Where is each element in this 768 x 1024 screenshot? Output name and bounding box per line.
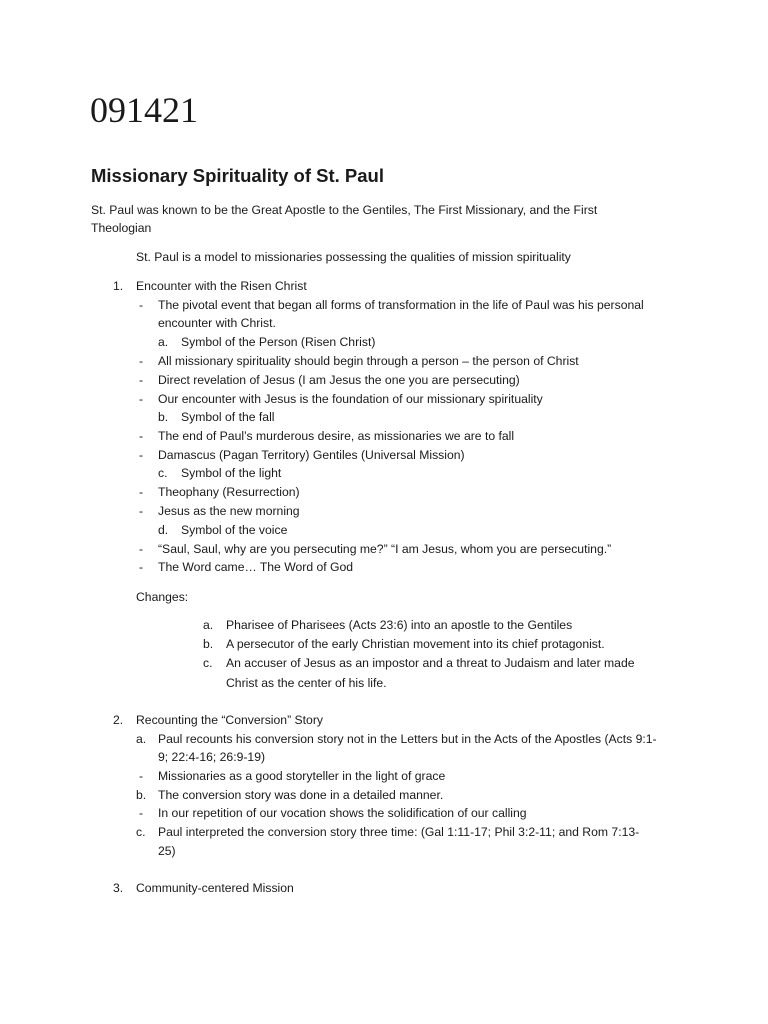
list-marker: -	[139, 485, 144, 499]
intro-line-2: Theologian	[91, 221, 152, 235]
list-marker: a.	[158, 335, 169, 349]
list-text: Christ as the center of his life.	[226, 676, 387, 690]
list-marker: -	[139, 354, 144, 368]
list-marker: -	[139, 448, 144, 462]
section-number: 1.	[113, 279, 124, 293]
intro-line-1: St. Paul was known to be the Great Apostle to the Gentiles, The First Missionary, and the First	[91, 203, 598, 217]
section-heading: Recounting the “Conversion” Story	[136, 713, 323, 727]
list-text: Our encounter with Jesus is the foundation of our missionary spirituality	[158, 392, 543, 406]
list-text: Paul recounts his conversion story not in the Letters but in the Acts of the Apostles (Acts 9:1-	[158, 732, 657, 746]
list-marker: -	[139, 298, 144, 312]
list-marker: a.	[203, 618, 214, 632]
list-marker: d.	[158, 523, 169, 537]
list-marker: c.	[158, 466, 168, 480]
section-heading: Encounter with the Risen Christ	[136, 279, 307, 293]
list-marker: -	[139, 769, 144, 783]
list-text: Symbol of the light	[181, 466, 282, 480]
list-marker: a.	[136, 732, 147, 746]
list-text: Damascus (Pagan Territory) Gentiles (Universal Mission)	[158, 448, 465, 462]
list-text: Symbol of the Person (Risen Christ)	[181, 335, 376, 349]
list-text: 25)	[158, 844, 176, 858]
section-number: 3.	[113, 881, 124, 895]
list-text: Paul interpreted the conversion story three time: (Gal 1:11-17; Phil 3:2-11; and Rom 7:13-	[158, 825, 640, 839]
document-number: 091421	[90, 90, 198, 130]
list-marker: -	[139, 542, 144, 556]
list-text: Missionaries as a good storyteller in the light of grace	[158, 769, 446, 783]
list-text: The pivotal event that began all forms of transformation in the life of Paul was his personal	[158, 298, 644, 312]
list-marker: -	[139, 560, 144, 574]
list-text: Direct revelation of Jesus (I am Jesus the one you are persecuting)	[158, 373, 520, 387]
model-statement: St. Paul is a model to missionaries possessing the qualities of mission spirituality	[136, 250, 571, 264]
list-text: Theophany (Resurrection)	[158, 485, 300, 499]
list-marker: -	[139, 504, 144, 518]
list-marker: c.	[203, 656, 213, 670]
list-marker: -	[139, 429, 144, 443]
list-text: The conversion story was done in a detailed manner.	[158, 788, 444, 802]
section-number: 2.	[113, 713, 124, 727]
list-text: encounter with Christ.	[158, 316, 276, 330]
section-heading: Community-centered Mission	[136, 881, 294, 895]
list-text: An accuser of Jesus as an impostor and a threat to Judaism and later made	[226, 656, 635, 670]
list-text: In our repetition of our vocation shows the solidification of our calling	[158, 806, 527, 820]
changes-label: Changes:	[136, 590, 189, 604]
list-text: “Saul, Saul, why are you persecuting me?” “I am Jesus, whom you are persecuting.”	[158, 542, 612, 556]
list-text: Symbol of the fall	[181, 410, 275, 424]
list-text: Jesus as the new morning	[158, 504, 300, 518]
list-text: All missionary spirituality should begin through a person – the person of Christ	[158, 354, 579, 368]
list-marker: -	[139, 806, 144, 820]
page-title: Missionary Spirituality of St. Paul	[91, 165, 384, 186]
list-text: A persecutor of the early Christian movement into its chief protagonist.	[226, 637, 605, 651]
list-text: The end of Paul’s murderous desire, as missionaries we are to fall	[158, 429, 515, 443]
list-marker: b.	[136, 788, 147, 802]
list-marker: b.	[158, 410, 169, 424]
list-marker: -	[139, 373, 144, 387]
list-text: The Word came… The Word of God	[158, 560, 354, 574]
list-text: Symbol of the voice	[181, 523, 288, 537]
list-text: Pharisee of Pharisees (Acts 23:6) into an apostle to the Gentiles	[226, 618, 573, 632]
list-text: 9; 22:4-16; 26:9-19)	[158, 750, 266, 764]
list-marker: -	[139, 392, 144, 406]
list-marker: c.	[136, 825, 146, 839]
list-marker: b.	[203, 637, 214, 651]
